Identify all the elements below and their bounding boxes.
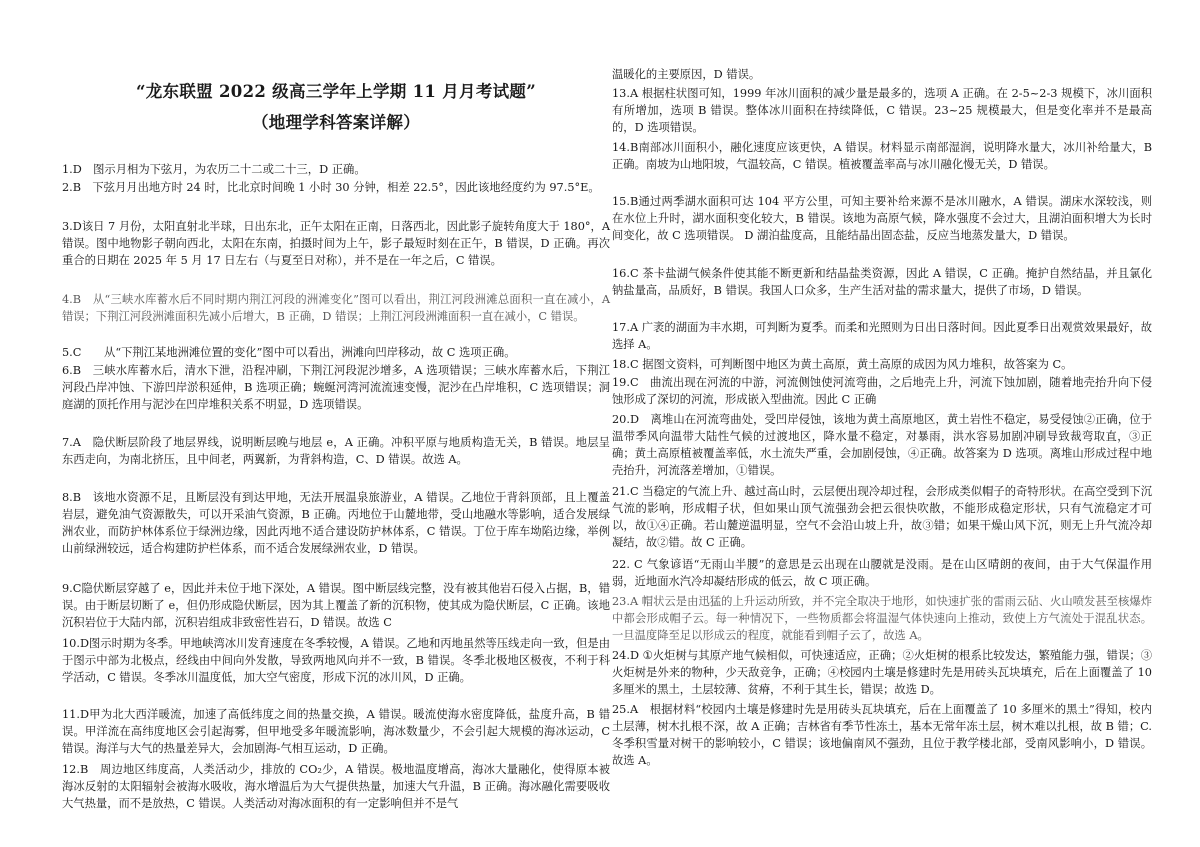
answer-paragraph: 23.A 帽状云是由迅猛的上升运动所致，并不完全取决于地形，如快速扩张的雷雨云砧、火山喷发甚至核爆炸中都会形成帽子云。每一种情况下，一些物质都会将温湿气体快速向上推动，致使上方气流处于混乱状态。一旦温度降至足以形成云的程度，就能看到帽子云了，故选 A。 xyxy=(612,595,1152,642)
answer-paragraph: 9.C隐伏断层穿越了 e，因此并未位于地下深处，A 错误。图中断层线完整，没有被其他岩石侵入占据，B，错误。由于断层切断了 e，但仍形成隐伏断层，因为其上覆盖了新的沉积物，使其成为隐伏断层，C 正确。该地沉积岩位于大陆内部，沉积岩组成非致密性岩石，D 错误。故选 C xyxy=(62,582,610,629)
answer-paragraph: 20.D 离堆山在河流弯曲处，受凹岸侵蚀，该地为黄土高原地区，黄土岩性不稳定，易受侵蚀②正确，位于温带季风向温带大陆性气候的过渡地区，降水量不稳定，对暴雨，洪水容易加剧冲刷导致裁弯取直，③正确；黄土高原植被覆盖率低，水土流失严重，会加剧侵蚀，④正确。故答案为 D 选项。离堆山形成过程中地壳抬升，河流落差增加，①错误。 xyxy=(612,413,1152,477)
answer-paragraph: 温暖化的主要原因，D 错误。 xyxy=(612,68,761,81)
document-subtitle: （地理学科答案详解） xyxy=(252,113,420,132)
answer-paragraph: 18.C 据图文资料，可判断图中地区为黄土高原，黄土高原的成因为风力堆积，故答案为 C。 xyxy=(612,358,1073,371)
answer-paragraph: 14.B南部冰川面积小，融化速度应该更快，A 错误。材料显示南部湿润，说明降水量大，冰川补给量大，B 正确。南坡为山地阳坡，气温较高，C 错误。植被覆盖率高与冰川融化慢无关，D 错误。 xyxy=(612,141,1152,171)
answer-paragraph: 10.D图示时期为冬季。甲地峡湾冰川发育速度在冬季较慢，A 错误。乙地和丙地虽然等压线走向一致，但是由于图示中部为北极点，经线由中间向外发散，导致两地风向并不一致，B 错误。冬季北极地区极夜，不利于科学活动，C 错误。冬季冰川温度低，加大空气密度，形成下沉的冰川风，D 正确。 xyxy=(62,637,610,684)
answer-paragraph: 1.D 图示月相为下弦月，为农历二十二或二十三，D 正确。 xyxy=(62,163,366,176)
answer-paragraph: 5.C 从“下荆江某地洲滩位置的变化”图中可以看出，洲滩向凹岸移动，故 C 选项正确。 xyxy=(62,346,516,359)
answer-paragraph: 21.C 当稳定的气流上升、越过高山时，云层便出现冷却过程，会形成类似帽子的奇特形状。在高空受到下沉气流的影响，形成帽子状，但如果山顶气流强劲会把云很快吹散，不能形成稳定形状，只有气流稳定才可以，故①④正确。若山麓逆温明显，空气不会沿山坡上升，故③错；如果干燥山风下沉，则无上升气流冷却凝结，故②错。故 C 正确。 xyxy=(612,485,1152,549)
answer-paragraph: 17.A 广袤的湖面为丰水期，可判断为夏季。而柔和光照则为日出日落时间。因此夏季日出观赏效果最好，故选择 A。 xyxy=(612,321,1152,351)
answer-paragraph: 25.A 根据材料“校园内土壤是修建时先是用砖头瓦块填充，后在上面覆盖了 10 多厘米的黑土”得知，校内土层薄，树木扎根不深，故 A 正确；吉林省有季节性冻土，基本无常年冻土层，树木难以扎根，故 B 错；C.冬季积雪量对树干的影响较小，C 错误；该地偏南风不强劲，且位于教学楼北部，受南风影响小，D 错误。故选 A。 xyxy=(612,703,1152,767)
answer-paragraph: 22. C 气象谚语“无雨山半腰”的意思是云出现在山腰就是没雨。是在山区晴朗的夜间，由于大气保温作用弱，近地面水汽冷却凝结形成的低云，故 C 项正确。 xyxy=(612,558,1152,588)
answer-paragraph: 4.B 从“三峡水库蓄水后不同时期内荆江河段的洲滩变化”图可以看出，荆江河段洲滩总面积一直在减小，A 错误；下荆江河段洲滩面积先减小后增大，B 正确，D 错误；上荆江河段洲滩面积一直在减小，C 错误。 xyxy=(62,293,610,323)
answer-paragraph: 7.A 隐伏断层阶段了地层界线，说明断层晚与地层 e，A 正确。冲积平原与地质构造无关，B 错误。地层呈东西走向，为南北挤压，且中间老，两翼新，为背斜构造，C、D 错误。故选 A。 xyxy=(62,436,610,466)
answer-paragraph: 12.B 周边地区纬度高，人类活动少，排放的 CO₂少，A 错误。极地温度增高，海冰大量融化，使得原本被海冰反射的太阳辐射会被海水吸收，海水增温后为大气提供热量，加速大气升温，B 正确。海冰融化需要吸收大气热量，而不是放热，C 错误。人类活动对海冰面积的有一定影响但并不是气 xyxy=(62,763,610,810)
answer-paragraph: 13.A 根据柱状图可知，1999 年冰川面积的减少量是最多的，选项 A 正确。在 2-5~2-3 规模下，冰川面积有所增加，选项 B 错误。整体冰川面积在持续降低，C 错误。23~25 规模最大，但是变化率并不是最高的，D 选项错误。 xyxy=(612,87,1152,134)
answer-paragraph: 6.B 三峡水库蓄水后，清水下泄，沿程冲刷，下荆江河段泥沙增多，A 选项错误；三峡水库蓄水后，下荆江河段凸岸冲蚀、下游凹岸淤积延伸，B 选项正确；蜿蜒河湾河流流速变慢，泥沙在凸岸堆积，C 选项错误；洞庭湖的顶托作用与泥沙在凹岸堆积关系不明显，D 选项错误。 xyxy=(62,364,610,411)
answer-paragraph: 8.B 该地水资源不足，且断层没有到达甲地，无法开展温泉旅游业，A 错误。乙地位于背斜顶部，且上覆盖岩层，避免油气资源散失，可以开采油气资源，B 正确。丙地位于山麓地带，受山地融水等影响，适合发展绿洲农业，而防护林体系位于绿洲边缘，因此丙地不适合建设防护林体系，C 错误。丁位于库车坳陷边缘，举例山前绿洲较远，适合构建防护栏体系，而不适合发展绿洲农业，D 错误。 xyxy=(62,491,610,555)
answer-paragraph: 16.C 茶卡盐湖气候条件使其能不断更新和结晶盐类资源，因此 A 错误，C 正确。掩护自然结晶，并且氯化钠盐量高，品质好，B 错误。我国人口众多，生产生活对盐的需求量大，提供了市场，D 错误。 xyxy=(612,267,1152,297)
answer-paragraph: 15.B通过两季湖水面积可达 104 平方公里，可知主要补给来源不是冰川融水，A 错误。湖床水深较浅，则在水位上升时，湖水面积变化较大，B 错误。该地为高原气候，降水强度不会过大，且湖泊面积增大为长时间变化，故 C 选项错误。 D 湖泊盐度高，且能结晶出固态盐，反应当地蒸发量大，D 错误。 xyxy=(612,195,1152,242)
answer-paragraph: 3.D该日 7 月份，太阳直射北半球，日出东北，正午太阳在正南，日落西北，因此影子旋转角度大于 180°，A 错误。图中地物影子朝向西北，太阳在东南，拍摄时间为上午，影子最短时刻在正午，B 错误，D 正确。再次重合的日期在 2025 年 5 月 17 日左右（与夏至日对称），并不是在一年之后，C 错误。 xyxy=(62,220,610,267)
answer-paragraph: 19.C 曲流出现在河流的中游，河流侧蚀使河流弯曲，之后地壳上升，河流下蚀加剧，随着地壳抬升向下侵蚀形成了深切的河流，形成嵌入型曲流。因此 C 正确 xyxy=(612,376,1152,406)
answer-paragraph: 24.D ①火炬树与其原产地气候相似，可快速适应，正确；②火炬树的根系比较发达，繁殖能力强，错误；③火炬树是外来的物种，少天敌竞争，正确；④校园内土壤是修建时先是用砖头瓦块填充，后在上面覆盖了 10 多厘米的黑土，土层较薄、贫瘠，不利于其生长，错误；故选 D。 xyxy=(612,649,1152,696)
answer-paragraph: 2.B 下弦月月出地方时 24 时，比北京时间晚 1 小时 30 分钟，相差 22.5°，因此该地经度约为 97.5°E。 xyxy=(62,181,600,194)
document-title: “龙东联盟 2022 级高三学年上学期 11 月月考试题” xyxy=(135,82,537,101)
answer-paragraph: 11.D甲为北大西洋暖流，加速了高低纬度之间的热量交换，A 错误。暖流使海水密度降低，盐度升高，B 错误。甲洋流在高纬度地区会引起海雾，但甲地受多年暖流影响，海冰数量少，不会引起大规模的海冰运动，C 错误。海洋与大气的热量差异大，会加剧海-气相互运动，D 正确。 xyxy=(62,708,610,755)
